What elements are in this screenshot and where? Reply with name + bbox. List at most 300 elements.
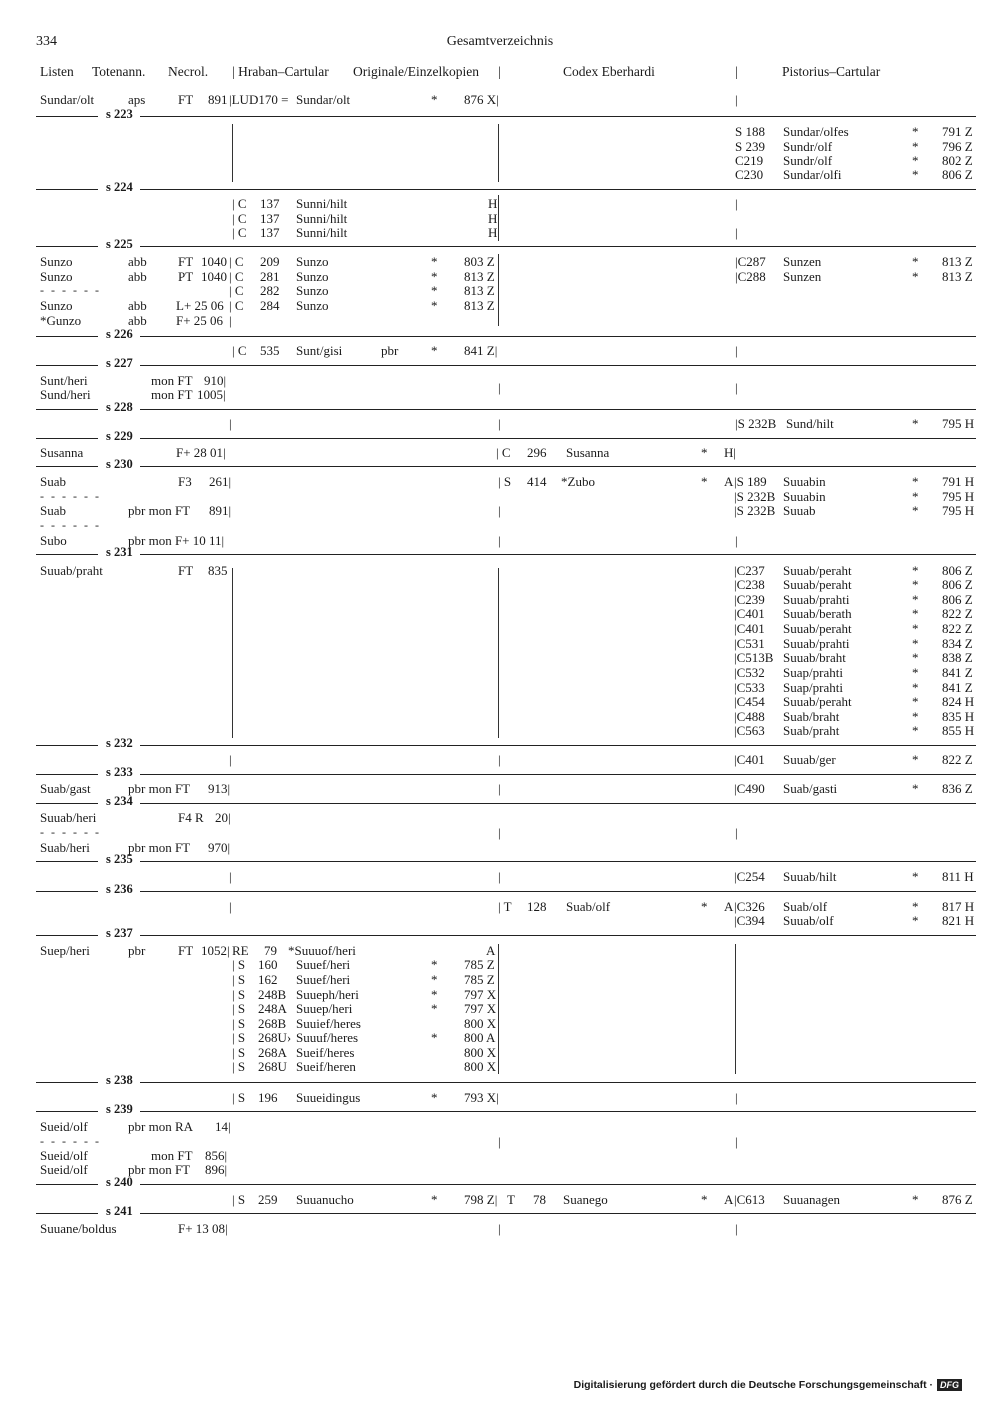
col-divider: | <box>735 225 738 240</box>
col-header-pistorius: Pistorius–Cartular <box>782 64 881 79</box>
pistorius-star: * <box>912 1192 919 1207</box>
list-name: Sueid/olf <box>40 1162 88 1177</box>
hraban-code: |LUD170 = <box>229 92 289 107</box>
totenann: abb <box>128 313 147 328</box>
pistorius-code: |C563 <box>734 723 765 738</box>
pistorius-date: 791 H <box>942 474 975 489</box>
hraban-date: 798 Z| <box>464 1192 498 1207</box>
pistorius-code: |C237 <box>734 563 765 578</box>
pistorius-date: 822 Z <box>942 606 973 621</box>
entry-separator: - - - - - - <box>40 283 101 297</box>
hraban-name: Sunni/hilt <box>296 225 348 240</box>
totenann: pbr mon RA <box>128 1119 193 1134</box>
col-divider: | <box>498 503 501 518</box>
pistorius-star: * <box>912 592 919 607</box>
col-divider: | <box>498 1134 501 1149</box>
section-rule: s 238 <box>36 1082 976 1084</box>
codex-name: *Zubo <box>561 474 595 489</box>
codex-name: Suab/olf <box>566 899 611 914</box>
hraban-number: 284 <box>260 298 280 313</box>
codex-star: * <box>701 1192 708 1207</box>
totenann: abb <box>128 269 147 284</box>
codex-star: * <box>701 474 708 489</box>
hraban-number: 137 <box>260 196 280 211</box>
list-name: Suuab/praht <box>40 563 103 578</box>
pistorius-star: * <box>912 665 919 680</box>
totenann: pbr mon F+ 10 11| <box>128 533 225 548</box>
hraban-date: 813 Z <box>464 298 495 313</box>
col-divider: | <box>498 869 501 884</box>
pistorius-code: |C394 <box>734 913 765 928</box>
hraban-name: Sunzo <box>296 283 329 298</box>
hraban-number: 268U› <box>258 1030 292 1045</box>
hraban-name: Suuuf/heres <box>296 1030 359 1045</box>
pistorius-date: 841 Z <box>942 680 973 695</box>
list-name: Suuab/heri <box>40 810 97 825</box>
pistorius-star: * <box>912 650 919 665</box>
pistorius-code: |C490 <box>734 781 765 796</box>
col-divider: | <box>735 533 738 548</box>
hraban-name: Suuief/heres <box>296 1016 361 1031</box>
section-rule: s 232 <box>36 745 976 747</box>
col-divider: | <box>229 416 232 431</box>
list-name: Susanna <box>40 445 84 460</box>
totenann: pbr mon FT <box>128 1162 191 1177</box>
list-name: Suab <box>40 474 66 489</box>
pistorius-code: C219 <box>735 153 764 168</box>
pistorius-date: 821 H <box>942 913 975 928</box>
codex-code: | C <box>496 445 511 460</box>
section-rule: s 228 <box>36 409 976 411</box>
pistorius-star: * <box>912 489 919 504</box>
codex-date: H| <box>724 445 736 460</box>
entry-separator: - - - - - - <box>40 489 101 503</box>
necrol: FT <box>178 92 194 107</box>
col-header-originale: Originale/Einzelkopien <box>353 64 479 79</box>
pistorius-star: * <box>912 577 919 592</box>
hraban-star: * <box>431 1030 438 1045</box>
hraban-star: * <box>431 298 438 313</box>
list-name: *Gunzo <box>40 313 82 328</box>
codex-name: Suanego <box>563 1192 608 1207</box>
pistorius-code: |C326 <box>734 899 765 914</box>
codex-date: A <box>724 899 734 914</box>
hraban-name: Sunzo <box>296 254 329 269</box>
col-divider: | <box>498 64 501 79</box>
hraban-star: * <box>431 283 438 298</box>
necrol-number: 896| <box>205 1162 228 1177</box>
entry-separator: - - - - - - <box>40 518 101 532</box>
necrol: PT <box>178 269 194 284</box>
list-name: Sunzo <box>40 269 73 284</box>
pistorius-date: 841 Z <box>942 665 973 680</box>
section-rule: s 240 <box>36 1184 976 1186</box>
section-rule: s 223 <box>36 116 976 118</box>
pistorius-date: 824 H <box>942 694 975 709</box>
pistorius-name: Suuabin <box>783 474 826 489</box>
hraban-number: 268B <box>258 1016 287 1031</box>
totenann: aps <box>128 92 146 107</box>
pistorius-star: * <box>912 474 919 489</box>
hraban-date: 785 Z <box>464 957 495 972</box>
list-name: Sund/heri <box>40 387 91 402</box>
col-divider: | <box>498 1221 501 1236</box>
footer-text: Digitalisierung gefördert durch die Deutsche Forschungsgemeinschaft · <box>573 1379 933 1391</box>
hraban-name: Suuanucho <box>296 1192 354 1207</box>
pistorius-star: * <box>912 636 919 651</box>
entry-separator: - - - - - - <box>40 1134 101 1148</box>
col-divider: | <box>735 64 738 79</box>
col-divider: | <box>498 825 501 840</box>
list-name: Suuane/boldus <box>40 1221 117 1236</box>
pistorius-code: |S 189 <box>734 474 767 489</box>
pistorius-code: C230 <box>735 167 764 182</box>
pistorius-date: 876 Z <box>942 1192 973 1207</box>
pistorius-star: * <box>912 680 919 695</box>
col-divider: | <box>498 752 501 767</box>
pistorius-name: Suuab/prahti <box>783 592 850 607</box>
pistorius-star: * <box>912 124 919 139</box>
col-divider: | <box>735 343 738 358</box>
necrol-number: 913| <box>208 781 231 796</box>
col-divider: | <box>229 869 232 884</box>
necrol-number: 20| <box>215 810 231 825</box>
necrol: FT <box>178 563 194 578</box>
pistorius-star: * <box>912 416 919 431</box>
hraban-code: | C <box>229 298 244 313</box>
hraban-code: | S <box>232 1001 246 1016</box>
page-number: 334 <box>36 34 57 49</box>
necrol-number: 1005| <box>197 387 226 402</box>
hraban-ann: pbr <box>381 343 399 358</box>
section-rule: s 230 <box>36 466 976 468</box>
column-divider <box>735 944 736 1074</box>
totenann: abb <box>128 254 147 269</box>
pistorius-star: * <box>912 899 919 914</box>
hraban-code: | C <box>232 211 247 226</box>
totenann: pbr mon FT <box>128 840 191 855</box>
pistorius-date: 811 H <box>942 869 974 884</box>
hraban-code: | S <box>232 1016 246 1031</box>
hraban-date: A <box>486 943 496 958</box>
col-divider: | <box>498 781 501 796</box>
hraban-name: Suuef/heri <box>296 972 351 987</box>
pistorius-date: 822 Z <box>942 752 973 767</box>
hraban-code: RE <box>232 943 249 958</box>
pistorius-date: 795 H <box>942 416 975 431</box>
hraban-number: 137 <box>260 211 280 226</box>
codex-star: * <box>701 445 708 460</box>
pistorius-star: * <box>912 752 919 767</box>
section-rule: s 237 <box>36 935 976 937</box>
hraban-date: 800 X <box>464 1059 497 1074</box>
hraban-date: 876 X| <box>464 92 499 107</box>
codex-number: 414 <box>527 474 547 489</box>
pistorius-date: 806 Z <box>942 577 973 592</box>
hraban-star: * <box>431 92 438 107</box>
column-divider <box>498 568 499 738</box>
pistorius-date: 791 Z <box>942 124 973 139</box>
codex-name: Susanna <box>566 445 610 460</box>
hraban-date: H <box>488 225 498 240</box>
pistorius-code: |S 232B <box>734 489 776 504</box>
hraban-name: Sunt/gisi <box>296 343 343 358</box>
pistorius-name: Suuabin <box>783 489 826 504</box>
hraban-code: | S <box>232 957 246 972</box>
hraban-date: 797 X <box>464 987 497 1002</box>
list-name: Sunzo <box>40 254 73 269</box>
hraban-star: * <box>431 987 438 1002</box>
totenann: mon FT <box>151 1148 193 1163</box>
hraban-name: Sunzo <box>296 298 329 313</box>
list-name: Sunt/heri <box>40 373 88 388</box>
hraban-date: 800 X <box>464 1016 497 1031</box>
pistorius-code: |C239 <box>734 592 765 607</box>
hraban-code: | C <box>232 225 247 240</box>
codex-date: A <box>724 1192 734 1207</box>
section-rule: s 236 <box>36 891 976 893</box>
necrol-number: 1040 <box>201 254 227 269</box>
pistorius-name: Sundar/olfes <box>783 124 849 139</box>
hraban-code: | C <box>232 196 247 211</box>
hraban-number: 79 <box>264 943 277 958</box>
necrol-number: 14| <box>215 1119 231 1134</box>
totenann: mon FT <box>151 387 193 402</box>
hraban-code: | S <box>232 972 246 987</box>
hraban-date: 841 Z| <box>464 343 498 358</box>
hraban-star: * <box>431 972 438 987</box>
list-name: Suep/heri <box>40 943 90 958</box>
codex-number: 128 <box>527 899 547 914</box>
pistorius-name: Suuab/prahti <box>783 636 850 651</box>
pistorius-name: Suuab/olf <box>783 913 834 928</box>
codex-code: | S <box>498 474 512 489</box>
pistorius-code: |C454 <box>734 694 765 709</box>
hraban-code: | S <box>232 1030 246 1045</box>
section-rule: s 227 <box>36 365 976 367</box>
pistorius-name: Suuab/peraht <box>783 694 852 709</box>
pistorius-code: S 239 <box>735 139 765 154</box>
col-header-hraban: | Hraban–Cartular <box>232 64 329 79</box>
col-divider: | <box>735 1090 738 1105</box>
hraban-code: | C <box>229 269 244 284</box>
necrol-number: 261| <box>209 474 232 489</box>
column-divider <box>498 124 499 182</box>
hraban-name: Sunzo <box>296 269 329 284</box>
necrol-number: 1040 <box>201 269 227 284</box>
pistorius-star: * <box>912 269 919 284</box>
pistorius-date: 836 Z <box>942 781 973 796</box>
col-divider: | <box>229 313 232 328</box>
pistorius-star: * <box>912 694 919 709</box>
hraban-name: Sueif/heres <box>296 1045 355 1060</box>
hraban-code: | S <box>232 1090 246 1105</box>
pistorius-name: Suuab/berath <box>783 606 852 621</box>
necrol: F+ 28 01| <box>176 445 226 460</box>
footer <box>574 1379 962 1391</box>
codex-code: T <box>507 1192 515 1207</box>
pistorius-name: Sundar/olfi <box>783 167 842 182</box>
pistorius-code: |S 232B <box>735 416 777 431</box>
entry-separator: - - - - - - <box>40 825 101 839</box>
column-divider <box>498 254 499 326</box>
hraban-star: * <box>431 254 438 269</box>
col-divider: | <box>735 1134 738 1149</box>
hraban-date: 813 Z <box>464 283 495 298</box>
hraban-number: 281 <box>260 269 280 284</box>
pistorius-code: |C531 <box>734 636 765 651</box>
col-header-codex: Codex Eberhardi <box>563 64 655 79</box>
hraban-star: * <box>431 1001 438 1016</box>
hraban-date: H <box>488 196 498 211</box>
col-header-necrol: Necrol. <box>168 64 209 79</box>
pistorius-date: 813 Z <box>942 269 973 284</box>
pistorius-code: |C401 <box>734 621 765 636</box>
pistorius-date: 795 H <box>942 503 975 518</box>
pistorius-code: |C532 <box>734 665 765 680</box>
totenann: mon FT <box>151 373 193 388</box>
hraban-date: 813 Z <box>464 269 495 284</box>
section-rule: s 225 <box>36 246 976 248</box>
hraban-star: * <box>431 269 438 284</box>
pistorius-date: 806 Z <box>942 592 973 607</box>
pistorius-code: |C401 <box>734 606 765 621</box>
hraban-date: 800 A <box>464 1030 496 1045</box>
hraban-date: 785 Z <box>464 972 495 987</box>
pistorius-star: * <box>912 913 919 928</box>
necrol: FT <box>178 943 194 958</box>
necrol: F+ 13 08| <box>178 1221 228 1236</box>
pistorius-name: Suuab/hilt <box>783 869 837 884</box>
hraban-name: Suuef/heri <box>296 957 351 972</box>
col-header-totenann: Totenann. <box>92 64 146 79</box>
pistorius-code: |C613 <box>734 1192 765 1207</box>
pistorius-name: Suap/prahti <box>783 665 843 680</box>
hraban-code: | C <box>232 343 247 358</box>
hraban-code: | C <box>229 283 244 298</box>
necrol: FT <box>178 254 194 269</box>
pistorius-star: * <box>912 139 919 154</box>
col-header-listen: Listen <box>40 64 74 79</box>
pistorius-name: Sunzen <box>783 254 822 269</box>
pistorius-star: * <box>912 503 919 518</box>
pistorius-name: Sund/hilt <box>786 416 834 431</box>
pistorius-date: 838 Z <box>942 650 973 665</box>
pistorius-star: * <box>912 153 919 168</box>
list-name: Suab <box>40 503 66 518</box>
col-divider: | <box>735 380 738 395</box>
totenann: abb <box>128 298 147 313</box>
pistorius-code: |C288 <box>735 269 766 284</box>
hraban-number: 137 <box>260 225 280 240</box>
necrol: F3 <box>178 474 192 489</box>
hraban-star: * <box>431 957 438 972</box>
hraban-date: 803 Z <box>464 254 495 269</box>
pistorius-name: Suab/olf <box>783 899 828 914</box>
list-name: Sueid/olf <box>40 1119 88 1134</box>
col-divider: | <box>229 752 232 767</box>
hraban-code: | S <box>232 1045 246 1060</box>
pistorius-date: 835 H <box>942 709 975 724</box>
hraban-name: Sundar/olt <box>296 92 351 107</box>
pistorius-code: |C488 <box>734 709 765 724</box>
pistorius-star: * <box>912 869 919 884</box>
pistorius-date: 802 Z <box>942 153 973 168</box>
section-rule: s 224 <box>36 189 976 191</box>
pistorius-date: 822 Z <box>942 621 973 636</box>
col-divider: | <box>498 416 501 431</box>
totenann: pbr mon FT <box>128 503 191 518</box>
pistorius-name: Suab/braht <box>783 709 840 724</box>
pistorius-code: |S 232B <box>734 503 776 518</box>
hraban-code: | S <box>232 1059 246 1074</box>
hraban-number: 162 <box>258 972 278 987</box>
hraban-number: 248A <box>258 1001 287 1016</box>
col-divider: | <box>498 380 501 395</box>
necrol: F4 R <box>178 810 204 825</box>
hraban-code: | C <box>229 254 244 269</box>
page-title: Gesamtverzeichnis <box>446 34 554 49</box>
pistorius-name: Suuab/peraht <box>783 577 852 592</box>
pistorius-name: Suab/gasti <box>783 781 838 796</box>
column-divider <box>498 195 499 241</box>
hraban-date: 800 X <box>464 1045 497 1060</box>
section-rule: s 235 <box>36 861 976 863</box>
hraban-number: 268A <box>258 1045 287 1060</box>
necrol-number: 1052| <box>201 943 230 958</box>
section-rule: s 226 <box>36 336 976 338</box>
pistorius-star: * <box>912 254 919 269</box>
hraban-name: Suueph/heri <box>296 987 359 1002</box>
hraban-number: 259 <box>258 1192 278 1207</box>
col-divider: | <box>735 1221 738 1236</box>
pistorius-name: Suuab <box>783 503 816 518</box>
hraban-date: H <box>488 211 498 226</box>
hraban-code: | S <box>232 987 246 1002</box>
hraban-code: | S <box>232 1192 246 1207</box>
pistorius-code: |C287 <box>735 254 766 269</box>
necrol-number: 856| <box>205 1148 228 1163</box>
hraban-date: 797 X <box>464 1001 497 1016</box>
hraban-date: 793 X| <box>464 1090 499 1105</box>
pistorius-star: * <box>912 781 919 796</box>
pistorius-date: 817 H <box>942 899 975 914</box>
section-rule: s 241 <box>36 1213 976 1215</box>
section-rule: s 229 <box>36 438 976 440</box>
col-divider: | <box>229 899 232 914</box>
codex-number: 296 <box>527 445 547 460</box>
hraban-number: 248B <box>258 987 287 1002</box>
pistorius-code: |C238 <box>734 577 765 592</box>
column-divider <box>232 568 233 738</box>
col-divider: | <box>735 196 738 211</box>
pistorius-name: Suap/prahti <box>783 680 843 695</box>
column-divider <box>498 944 499 1074</box>
hraban-star: * <box>431 343 438 358</box>
pistorius-code: |C401 <box>734 752 765 767</box>
pistorius-date: 813 Z <box>942 254 973 269</box>
section-rule: s 239 <box>36 1111 976 1113</box>
pistorius-star: * <box>912 723 919 738</box>
codex-date: A <box>724 474 734 489</box>
pistorius-code: |C513B <box>734 650 774 665</box>
hraban-name: *Suuuof/heri <box>288 943 356 958</box>
pistorius-date: 796 Z <box>942 139 973 154</box>
dfg-logo: DFG <box>937 1379 962 1391</box>
list-name: Suab/gast <box>40 781 91 796</box>
section-rule: s 234 <box>36 803 976 805</box>
pistorius-name: Suuanagen <box>783 1192 841 1207</box>
